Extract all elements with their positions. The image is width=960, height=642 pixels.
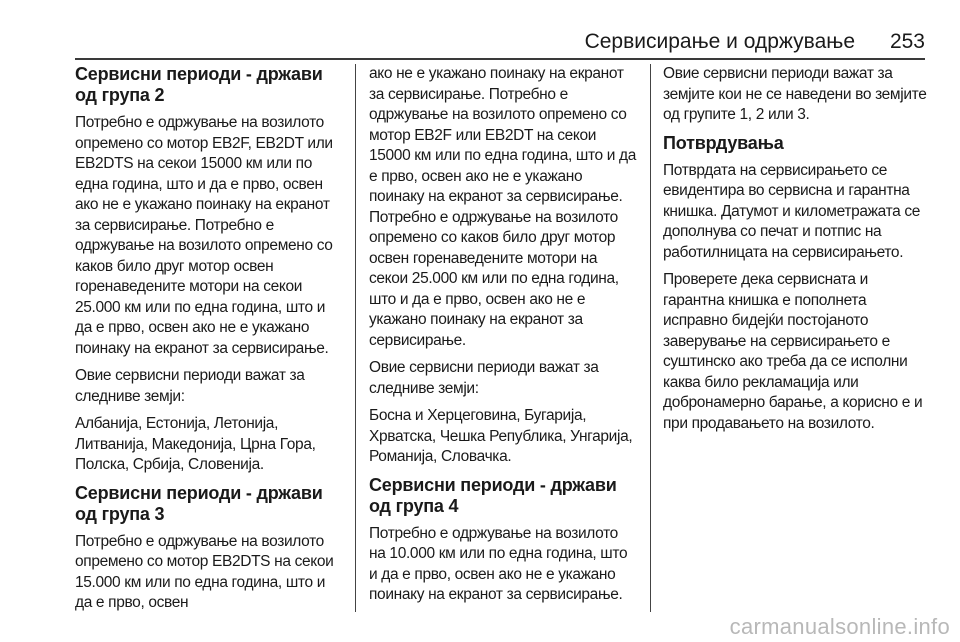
column-divider-2 bbox=[650, 64, 651, 612]
paragraph-group-4-requirements: Потребно е одржување на возилото на 10.000 км или по една година, што и да е прво, освен ако не е укажано поинаку на екранот за сервисирање. bbox=[369, 524, 628, 603]
column-divider-1 bbox=[355, 64, 356, 612]
heading-group-3: Сервисни периоди - држави од група 3 bbox=[75, 482, 323, 524]
paragraph-group-3-countries-intro: Овие сервисни периоди важат за следниве земји: bbox=[369, 359, 599, 397]
column-1 bbox=[75, 64, 343, 612]
heading-confirmations: Потврдувања bbox=[663, 132, 784, 153]
paragraph-group-2-countries: Албанија, Естонија, Летонија, Литванија, Македонија, Црна Гора, Полска, Србија, Словенија. bbox=[75, 415, 316, 473]
paragraph-group-3-requirements-cont: ако не е укажано поинаку на екранот за сервисирање. Потребно е одржување на возилото опремено со мотор EB2F или EB2DT на секои 15000 км или по една година, што и да е прво, освен ако не е укажано поинаку на екранот за сервисирање. Потребно е одржување на возилото опремено со каков било друг мотор освен горенаведените мотори на секои 25.000 км или по една година, што и да е прво, освен ако не е укажано поинаку на екранот за сервисирање. bbox=[369, 65, 637, 349]
heading-group-4: Сервисни периоди - држави од група 4 bbox=[369, 474, 617, 516]
column-3 bbox=[663, 64, 931, 612]
paragraph-group-2-countries-intro: Овие сервисни периоди важат за следниве земји: bbox=[75, 367, 305, 405]
paragraph-group-2-requirements: Потребно е одржување на возилото опремено со мотор EB2F, EB2DT или EB2DTS на секои 15000 км или по една година, што и да е прво, освен ако не е укажано поинаку на екранот за сервисирање. Потребно е одржување на возилото опремено со каков било друг мотор освен горенаведените мотори на секои 25.000 км или по една година, што и да е прво, освен ако не е укажано поинаку на екранот за сервисирање. bbox=[75, 114, 333, 357]
page-header bbox=[75, 30, 925, 54]
paragraph-confirmation-check: Проверете дека сервисната и гарантна книшка е пополнета исправно бидејќи постојаното заверување на сервисирањето е суштинско ако треба да се исполни каква било рекламација или добронамерно барање, а корисно е и при продавањето на возилото. bbox=[663, 271, 923, 432]
column-2 bbox=[369, 64, 637, 612]
watermark-text: carmanualsonline.info bbox=[729, 614, 950, 639]
paragraph-group-3-countries: Босна и Херцеговина, Бугарија, Хрватска, Чешка Република, Унгарија, Романија, Словачка. bbox=[369, 407, 633, 465]
heading-group-2: Сервисни периоди - држави од група 2 bbox=[75, 64, 323, 105]
paragraph-group-3-requirements-start: Потребно е одржување на возилото опремено со мотор EB2DTS на секои 15.000 км или по една година, што и да е прво, освен bbox=[75, 532, 334, 611]
section-title: Сервисирање и одржување bbox=[584, 30, 855, 53]
header-divider bbox=[75, 58, 925, 60]
page-number: 253 bbox=[889, 30, 925, 53]
paragraph-group-4-countries: Овие сервисни периоди важат за земјите кои не се наведени во земјите од групите 1, 2 или 3. bbox=[663, 65, 927, 123]
paragraph-confirmation-record: Потврдата на сервисирањето се евидентира во сервисна и гарантна книшка. Датумот и километражата се дополнува со печат и потпис на работилницата на сервисирањето. bbox=[663, 161, 921, 261]
